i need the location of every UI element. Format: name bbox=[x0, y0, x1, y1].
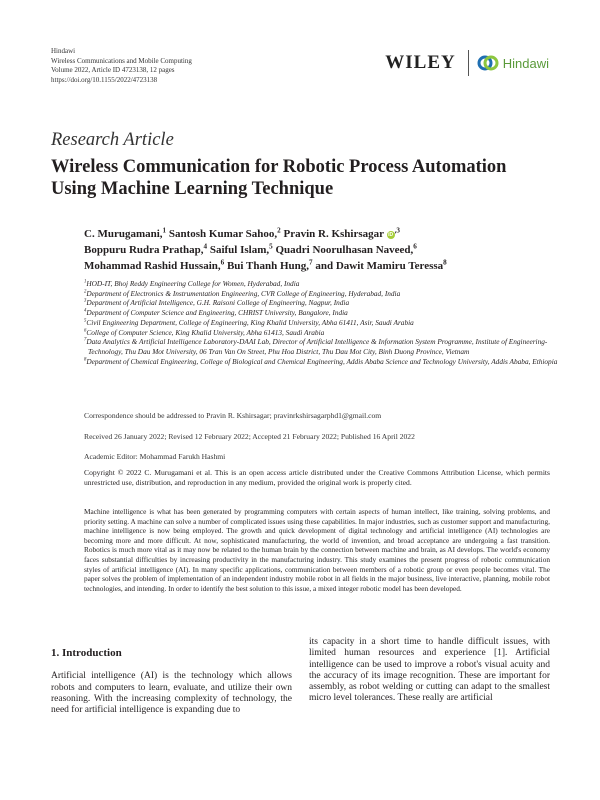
academic-editor: Academic Editor: Mohammad Farukh Hashmi bbox=[84, 452, 226, 461]
affiliation-item: $^2$Department of Electronics & Instrumentation Engineering, CVR College of Engineering, Hyderabad, India bbox=[84, 288, 401, 298]
author-affil-sup: ,3 bbox=[394, 226, 400, 235]
author-name[interactable]: Santosh Kumar Sahoo, bbox=[168, 228, 278, 240]
section-heading: 1. Introduction bbox=[51, 647, 122, 659]
author-affil-sup: 8 bbox=[443, 258, 447, 267]
affiliation-item: $^8$Department of Chemical Engineering, College of Biological and Chemical Engineering, Addis Ababa Science and Technology University, Addis Ababa, Ethiopia bbox=[84, 356, 558, 366]
affiliation-item: $^7$Data Analytics & Artificial Intelligence Laboratory-DAAI Lab, Director of Artificial Intelligence & Information System Programme, Institute of Engineering-Technology, Thu Dau Mot University, 06 Tran Van On Street, Phu Hoa District, Thu Dau Mot City, Binh Duong Province, Vietnam bbox=[84, 337, 548, 356]
publisher-name: Hindawi bbox=[51, 47, 76, 55]
author-name[interactable]: Quadri Noorulhasan Naveed, bbox=[275, 244, 414, 256]
logo-divider bbox=[468, 50, 469, 76]
correspondence-line[interactable]: Correspondence should be addressed to Pravin R. Kshirsagar; pravinrkshirsagarphd1@gmail.com bbox=[84, 411, 382, 420]
wiley-logo: WILEY bbox=[385, 52, 456, 73]
journal-name: Wireless Communications and Mobile Computing bbox=[51, 56, 192, 65]
copyright-notice: Copyright © 2022 C. Murugamani et al. This is an open access article distributed under the Creative Commons Attribution License, which permits unrestricted use, distribution, and reproduction in any medium, provided the original work is properly cited. bbox=[84, 468, 550, 487]
doi-link[interactable]: https://doi.org/10.1155/2022/4723138 bbox=[51, 75, 158, 84]
dates-line: Received 26 January 2022; Revised 12 February 2022; Accepted 21 February 2022; Published 16 April 2022 bbox=[84, 432, 415, 441]
author-affil-sup: 4 bbox=[203, 242, 208, 251]
author-affil-sup: 5 bbox=[269, 242, 273, 251]
orcid-icon[interactable]: iD bbox=[388, 232, 394, 238]
author-affil-sup: 7 bbox=[309, 258, 313, 267]
article-type: Research Article bbox=[51, 130, 174, 150]
affiliation-item: $^3$Department of Artificial Intelligence, G.H. Raisoni College of Engineering, Nagpur, India bbox=[84, 298, 350, 308]
affiliation-list bbox=[84, 279, 562, 366]
hindawi-logo-text: Hindawi bbox=[502, 55, 549, 71]
journal-header bbox=[51, 47, 192, 85]
affiliation-item: $^6$College of Computer Science, King Khalid University, Abha 61413, Saudi Arabia bbox=[84, 327, 325, 337]
abstract-text: Machine intelligence is what has been generated by programming computers with certain aspects of human intellect, like training, solving problems, and priority setting. A machine can solve a number of complicated issues using these capabilities. In major industries, such as customer support and manufacturing, machine intelligence is now being employed. The growth and quick development of digital technology and artificial intelligence (AI) technologies are becoming more and more difficult. At now, sophisticated manufacturing, the world of invention, and broad acceptance are undergoing a fast transition. Robotics is much more vital as it may now be related to the human brain by the connection between machine and brain, as AI develops. The world's economy faces substantial difficulties by increasing productivity in the manufacturing industry. This study examines the present progress of robotic communication styles of artificial intelligence (AI). In many specific applications, communication between members of a robotic group or even people becomes vital. The paper solves the problem of implementation of an independent industry mobile robot in all fields in the major business, live interactive, planning, mobile robot technologies, and intending. In order to identify the best solution to this issue, a mixed integer robotic model has been developed. bbox=[84, 507, 550, 593]
body-column-right bbox=[309, 637, 550, 705]
author-name[interactable]: C. Murugamani, bbox=[84, 228, 163, 240]
author-affil-sup: 2 bbox=[277, 226, 281, 235]
hindawi-logo-icon bbox=[477, 52, 499, 74]
author-name[interactable]: and Dawit Mamiru Teressa bbox=[315, 260, 444, 272]
publisher-logos bbox=[385, 50, 549, 76]
affiliation-item: $^1$HOD-IT, Bhoj Reddy Engineering College for Women, Hyderabad, India bbox=[84, 279, 300, 288]
author-name[interactable]: Saiful Islam, bbox=[209, 244, 270, 256]
affiliation-item: $^5$Civil Engineering Department, College of Engineering, King Khalid University, Abha 61411, Asir, Saudi Arabia bbox=[84, 317, 414, 327]
author-affil-sup: 6 bbox=[220, 258, 225, 267]
author-name[interactable]: Boppuru Rudra Prathap, bbox=[84, 244, 204, 256]
volume-info: Volume 2022, Article ID 4723138, 12 pages bbox=[51, 66, 175, 74]
body-column-left bbox=[51, 648, 292, 716]
affiliation-item: $^4$Department of Computer Science and Engineering, CHRIST University, Bangalore, India bbox=[84, 308, 348, 318]
intro-paragraph: Artificial intelligence (AI) is the technology which allows robots and computers to learn, evaluate, and utilize their own reasoning. With the increasing complexity of technology, the need for artificial intelligence is expanding due to bbox=[51, 671, 292, 716]
author-affil-sup: 1 bbox=[162, 226, 167, 235]
author-name[interactable]: Pravin R. Kshirsagar bbox=[283, 228, 384, 240]
article-title: Wireless Communication for Robotic Process Automation Using Machine Learning Technique bbox=[51, 157, 507, 199]
author-list bbox=[84, 226, 554, 274]
author-name[interactable]: Mohammad Rashid Hussain, bbox=[84, 260, 221, 272]
author-affil-sup: 6 bbox=[413, 242, 417, 251]
intro-paragraph-continued: its capacity in a short time to handle difficult issues, with limited human resources and experience [1]. Artificial intelligence can be used to improve a robot's visual acuity and the accuracy of its image recognition. These are important for assembly, as robot welding or cutting can adapt to the smallest micro level tolerances. These really are artificial bbox=[309, 637, 550, 704]
author-name[interactable]: Bui Thanh Hung, bbox=[226, 260, 309, 272]
